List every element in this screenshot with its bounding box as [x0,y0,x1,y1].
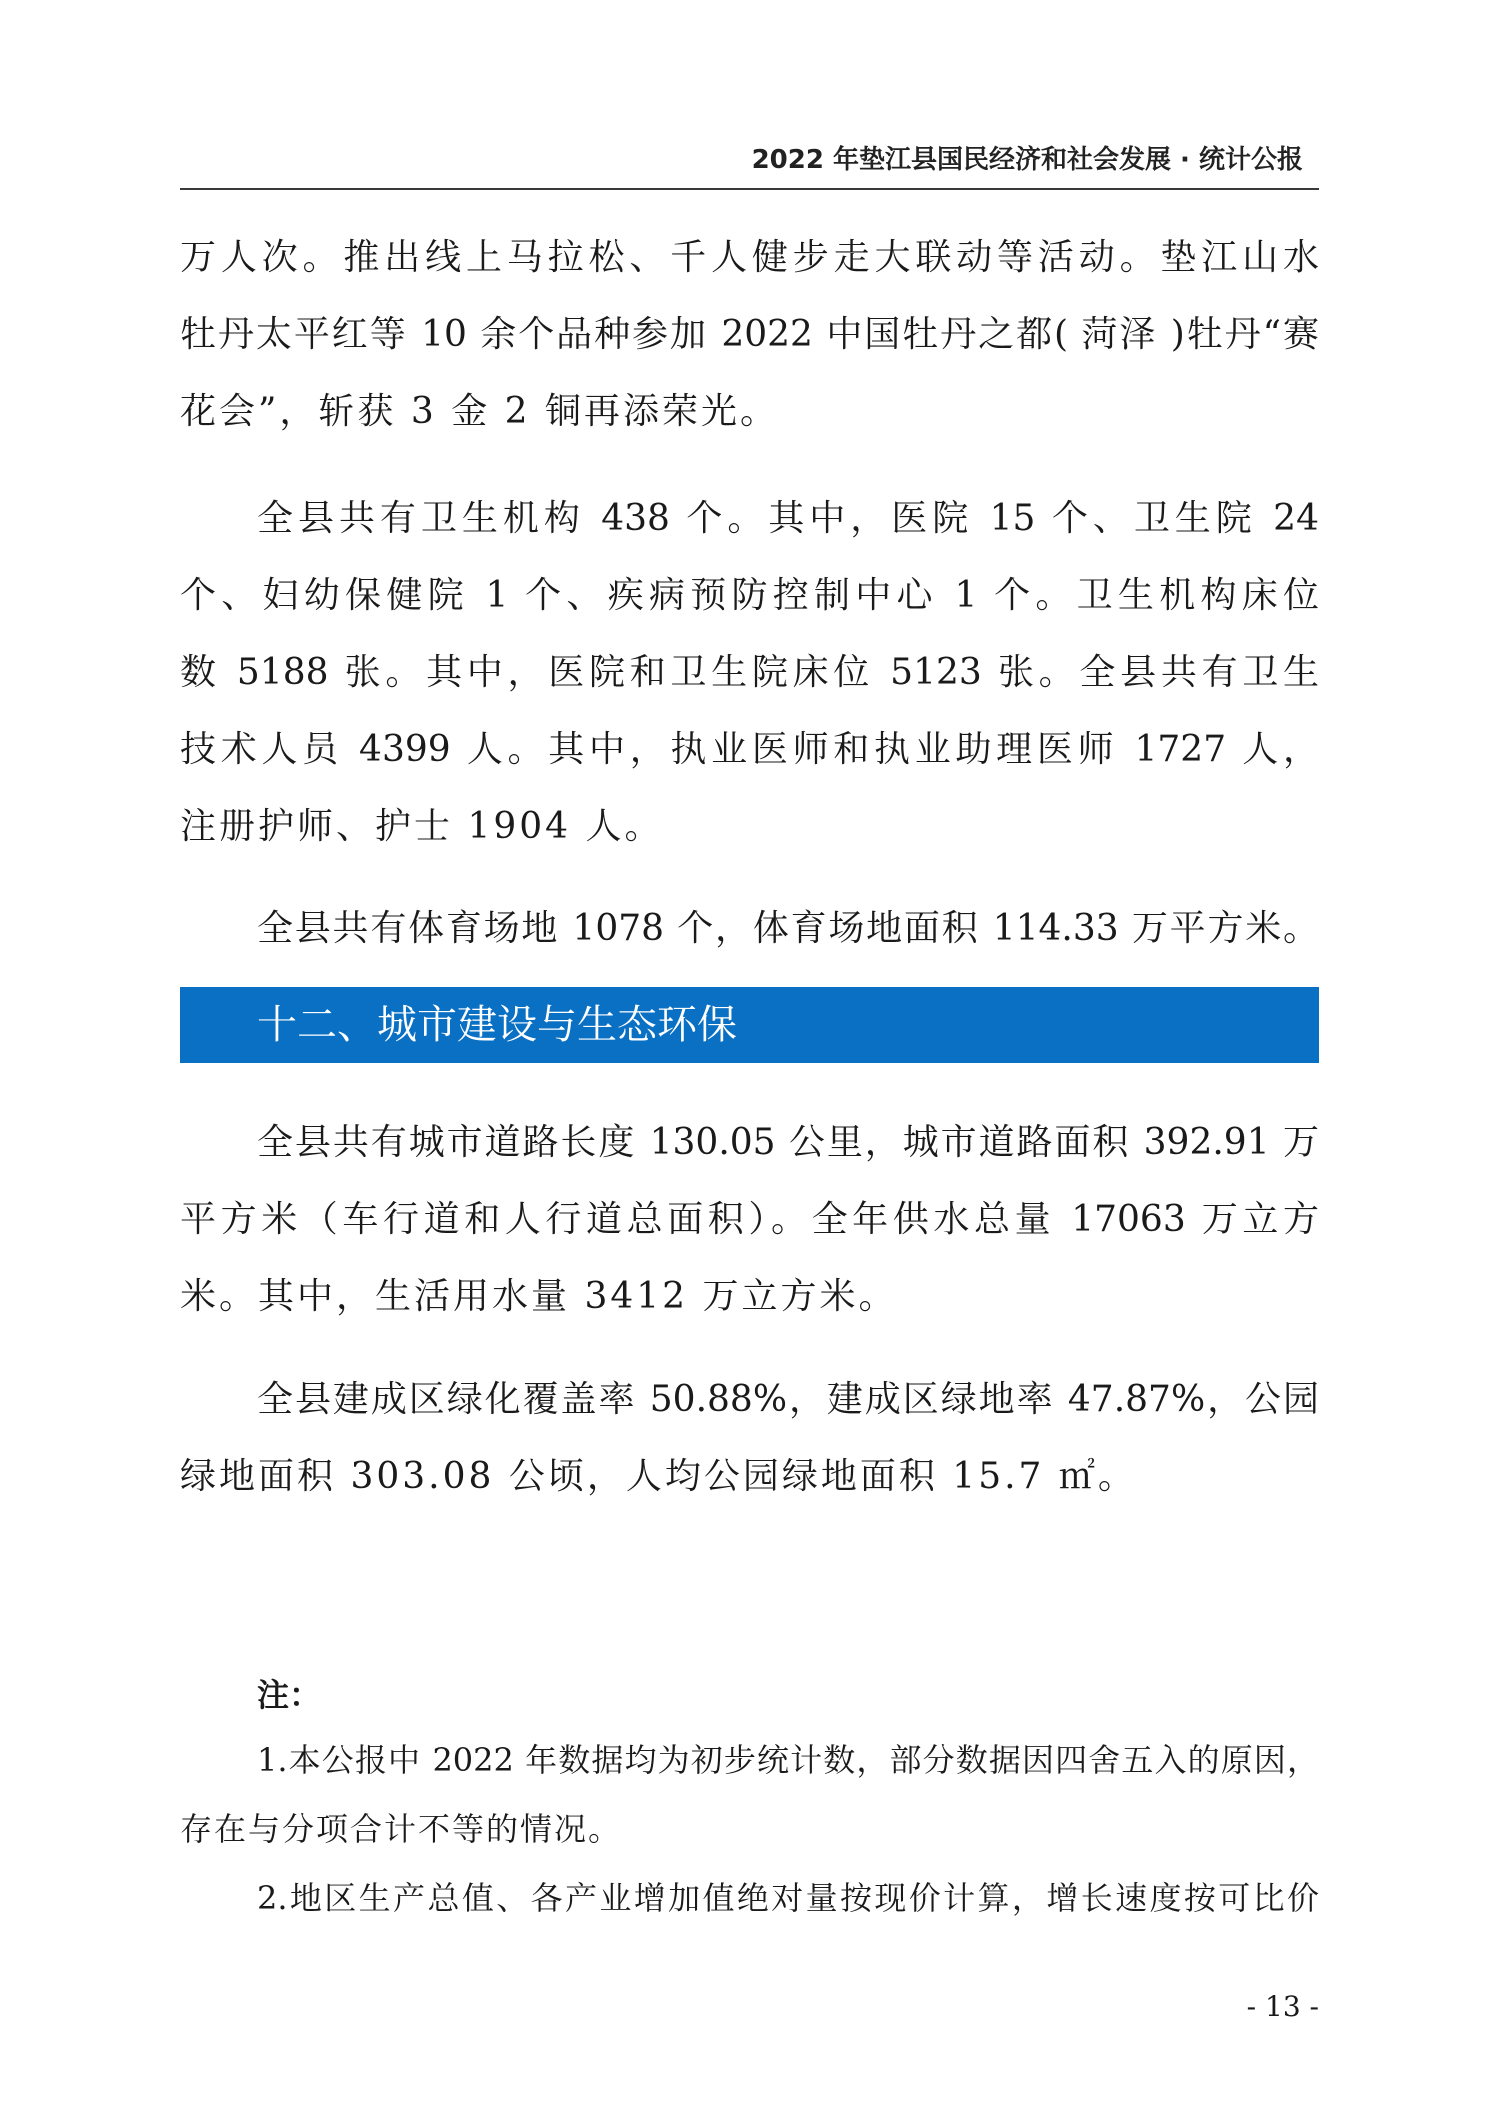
paragraph-line: 个、妇幼保健院 1 个、疾病预防控制中心 1 个。卫生机构床位 [180,575,1319,616]
paragraph-line: 注册护师、护士 1904 人。 [180,806,664,847]
note-line: 1.本公报中 2022 年数据均为初步统计数，部分数据因四舍五入的原因， [257,1741,1319,1779]
paragraph-line: 全县共有城市道路长度 130.05 公里，城市道路面积 392.91 万 [257,1122,1319,1163]
header-title: 2022 年垫江县国民经济和社会发展 · 统计公报 [751,145,1303,175]
paragraph-line: 技术人员 4399 人。其中，执业医师和执业助理医师 1727 人， [180,729,1319,770]
paragraph-health [180,480,1319,865]
paragraph-line: 花会”，斩获 3 金 2 铜再添荣光。 [180,391,779,432]
notes-label: 注： [257,1676,322,1714]
paragraph-urban [180,1104,1319,1335]
paragraph-line: 平方米（车行道和人行道总面积）。全年供水总量 17063 万立方 [180,1199,1319,1240]
notes-body [180,1726,1319,1933]
paragraph-sports [180,890,1319,967]
page-number: - 13 - [1246,1990,1319,2023]
paragraph-line: 数 5188 张。其中，医院和卫生院床位 5123 张。全县共有卫生 [180,652,1319,693]
section-heading-bar [180,987,1319,1063]
notes-section [180,1661,1319,1729]
paragraph-line: 万人次。推出线上马拉松、千人健步走大联动等活动。垫江山水 [180,237,1319,278]
paragraph-culture-continued [180,219,1319,450]
paragraph-line: 牡丹太平红等 10 余个品种参加 2022 中国牡丹之都( 菏泽 )牡丹“赛 [180,314,1319,355]
paragraph-line: 绿地面积 303.08 公顷，人均公园绿地面积 15.7 ㎡。 [180,1456,1137,1497]
paragraph-line: 全县共有体育场地 1078 个，体育场地面积 114.33 万平方米。 [257,908,1319,949]
paragraph-line: 全县共有卫生机构 438 个。其中，医院 15 个、卫生院 24 [257,498,1319,539]
paragraph-line: 米。其中，生活用水量 3412 万立方米。 [180,1276,898,1317]
header-rule [180,188,1319,190]
note-line: 存在与分项合计不等的情况。 [180,1810,623,1848]
note-line: 2.地区生产总值、各产业增加值绝对量按现价计算，增长速度按可比价 [257,1879,1319,1917]
section-heading: 十二、城市建设与生态环保 [257,1002,737,1048]
paragraph-line: 全县建成区绿化覆盖率 50.88%，建成区绿地率 47.87%，公园 [257,1379,1319,1420]
paragraph-greening [180,1361,1319,1515]
